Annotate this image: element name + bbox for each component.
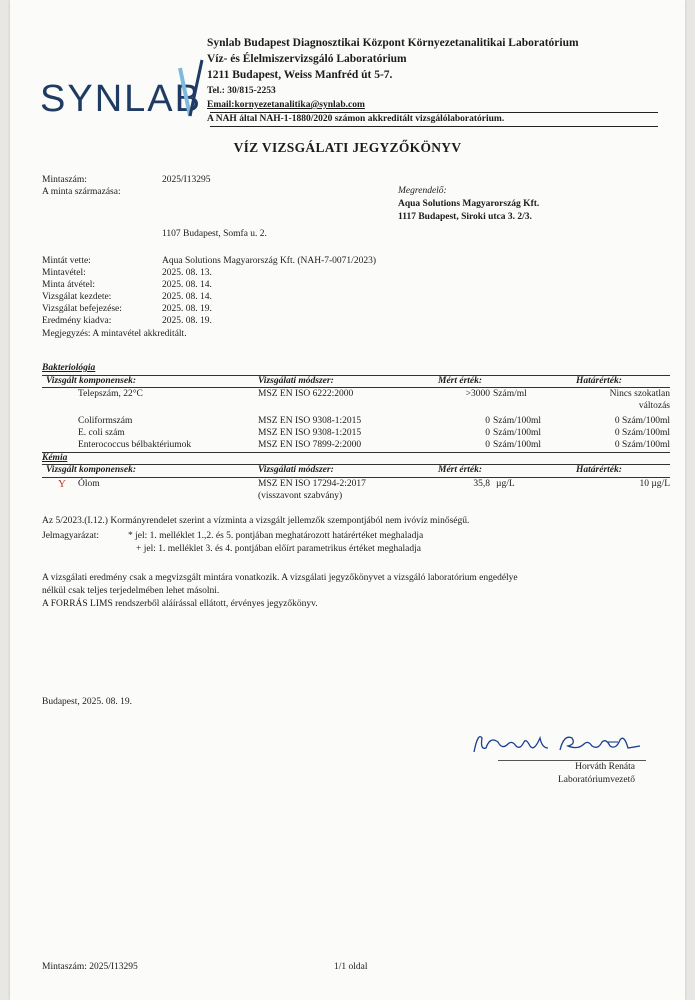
synlab-logo: SYNLAB (40, 78, 202, 120)
signature-line (498, 760, 646, 761)
test-unit: Szám/ml (493, 389, 527, 399)
section-divider (42, 477, 670, 478)
test-method: MSZ EN ISO 9308-1:2015 (258, 416, 362, 426)
test-method: MSZ EN ISO 17294-2:2017 (258, 479, 366, 489)
test-value: 35,8 (473, 479, 490, 489)
sampling-note: Megjegyzés: A mintavétel akkreditált. (42, 329, 187, 339)
test-method: MSZ EN ISO 9308-1:2015 (258, 428, 362, 438)
info-value: 2025. 08. 19. (162, 304, 212, 314)
test-unit: µg/L (496, 479, 515, 489)
disclaimer-line: A vizsgálati eredmény csak a megvizsgált mintára vonatkozik. A vizsgálati jegyzőkönyvet a vizsgáló laboratórium engedélye (42, 573, 518, 583)
legend-line: + jel: 1. melléklet 3. és 4. pontjában előírt parametrikus értéket meghaladja (136, 544, 421, 554)
sample-origin-label: A minta származása: (42, 187, 121, 197)
place-date: Budapest, 2025. 08. 19. (42, 697, 132, 707)
lab-address: 1211 Budapest, Weiss Manfréd út 5-7. (207, 69, 393, 81)
col-header-component: Vizsgált komponensek: (46, 465, 136, 475)
test-name: Enterococcus bélbaktériumok (78, 440, 192, 450)
col-header-component: Vizsgált komponensek: (46, 376, 136, 386)
test-unit: Szám/100ml (493, 440, 542, 450)
test-method: MSZ EN ISO 7899-2:2000 (258, 440, 362, 450)
col-header-method: Vizsgálati módszer: (258, 465, 334, 475)
lab-email: Email:kornyezetanalitika@synlab.com (207, 100, 365, 110)
synlab-logo-mark-icon (178, 58, 208, 120)
info-value: 2025. 08. 19. (162, 316, 212, 326)
test-limit: 0 Szám/100ml (614, 428, 670, 438)
test-method: MSZ EN ISO 6222:2000 (258, 389, 354, 399)
info-label: Vizsgálat kezdete: (42, 292, 112, 302)
header-divider (210, 126, 658, 127)
chemistry-section-title: Kémia (42, 453, 68, 463)
exceed-mark: Y (58, 478, 66, 490)
test-method-note: (visszavont szabvány) (258, 491, 343, 501)
col-header-limit: Határérték: (576, 465, 622, 475)
test-name: E. coli szám (78, 428, 125, 438)
info-label: Minta átvétel: (42, 280, 96, 290)
test-unit: Szám/100ml (493, 428, 542, 438)
test-limit: 0 Szám/100ml (614, 416, 670, 426)
footer-page-number: 1/1 oldal (334, 962, 368, 972)
lab-phone: Tel.: 30/815-2253 (207, 86, 276, 96)
test-value: 0 (485, 428, 490, 438)
test-limit: Nincs szokatlan (609, 389, 670, 399)
customer-label: Megrendelő: (398, 186, 447, 196)
info-label: Vizsgálat befejezése: (42, 304, 122, 314)
signer-role: Laboratóriumvezető (557, 775, 635, 785)
test-limit: 10 µg/L (639, 479, 670, 489)
test-limit-cont: változás (638, 401, 670, 411)
sample-number: 2025/I13295 (162, 175, 211, 185)
info-value: Aqua Solutions Magyarország Kft. (NAH-7-0071/2023) (162, 256, 376, 266)
info-value: 2025. 08. 13. (162, 268, 212, 278)
report-page (10, 0, 685, 1000)
info-value: 2025. 08. 14. (162, 280, 212, 290)
info-value: 2025. 08. 14. (162, 292, 212, 302)
lab-subname: Víz- és Élelmiszervizsgáló Laboratórium (207, 53, 407, 65)
sample-origin-address: 1107 Budapest, Somfa u. 2. (162, 229, 267, 239)
test-value: >3000 (465, 389, 490, 399)
customer-name: Aqua Solutions Magyarország Kft. (398, 199, 540, 209)
legend-line: * jel: 1. melléklet 1.,2. és 5. pontjában meghatározott határértéket meghaladja (128, 531, 424, 541)
lab-name: Synlab Budapest Diagnosztikai Központ Környezetanalitikai Laboratórium (207, 37, 579, 49)
footer-sample-number: Mintaszám: 2025/I13295 (42, 962, 138, 972)
test-name: Ólom (78, 479, 100, 489)
test-unit: Szám/100ml (493, 416, 542, 426)
signer-name: Horváth Renáta (575, 762, 635, 772)
accreditation-note: A NAH által NAH-1-1880/2020 számon akkreditált vizsgálólaboratórium. (207, 114, 505, 124)
test-name: Telepszám, 22°C (78, 389, 143, 399)
test-limit: 0 Szám/100ml (614, 440, 670, 450)
section-divider (42, 387, 670, 388)
customer-address: 1117 Budapest, Siroki utca 3. 2/3. (398, 212, 532, 222)
test-value: 0 (485, 416, 490, 426)
signature-icon (468, 728, 648, 762)
info-label: Mintavétel: (42, 268, 86, 278)
conclusion-text: Az 5/2023.(I.12.) Kormányrendelet szerint a vízminta a vizsgált jellemzők szempontjából nem ivóvíz minőségű. (42, 516, 470, 526)
col-header-measured: Mért érték: (438, 465, 483, 475)
test-value: 0 (485, 440, 490, 450)
col-header-measured: Mért érték: (438, 376, 483, 386)
header-divider (210, 112, 658, 113)
sample-number-label: Mintaszám: (42, 175, 87, 185)
info-label: Mintát vette: (42, 256, 91, 266)
report-title: VÍZ VIZSGÁLATI JEGYZŐKÖNYV (233, 140, 462, 155)
section-divider (42, 452, 670, 453)
disclaimer-line: A FORRÁS LIMS rendszerből aláírással ellátott, érvényes jegyzőkönyv. (42, 599, 318, 609)
col-header-method: Vizsgálati módszer: (258, 376, 334, 386)
test-name: Coliformszám (78, 416, 133, 426)
legend-label: Jelmagyarázat: (42, 531, 99, 541)
disclaimer-line: nélkül csak teljes terjedelmében lehet másolni. (42, 586, 220, 596)
bacteriology-section-title: Bakteriológia (42, 363, 96, 373)
info-label: Eredmény kiadva: (42, 316, 112, 326)
col-header-limit: Határérték: (576, 376, 622, 386)
